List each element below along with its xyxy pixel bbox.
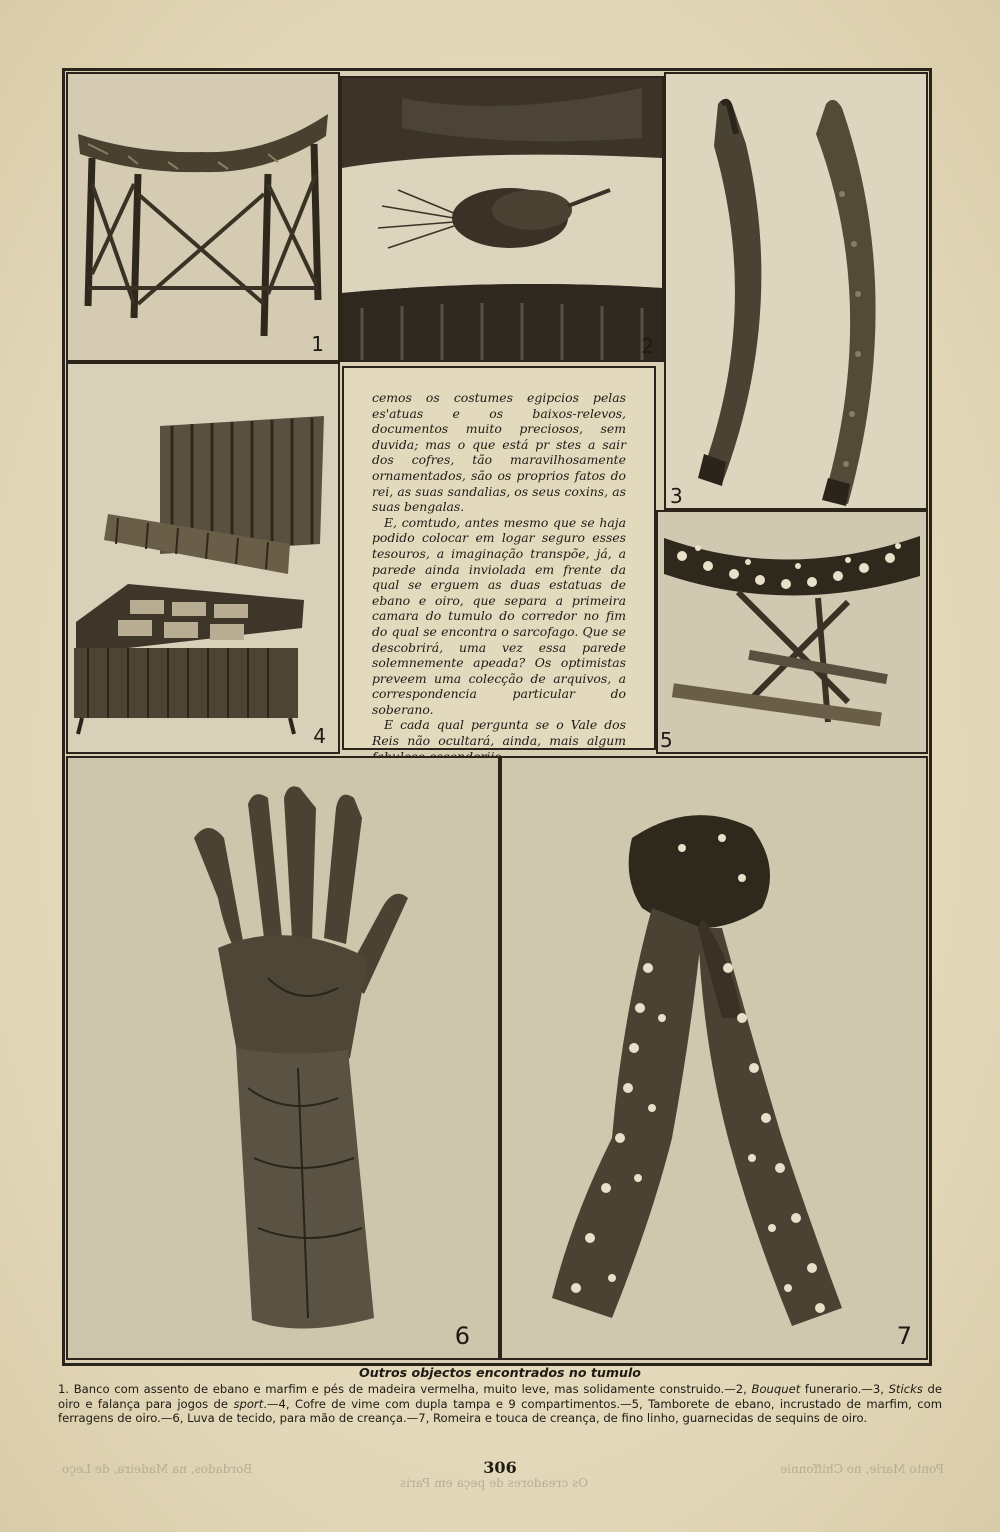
figure-7-romeira [500, 756, 928, 1360]
romeira-illustration [502, 758, 926, 1358]
figure-5-number: 5 [660, 728, 673, 752]
figure-7-number: 7 [896, 1322, 912, 1350]
stool-illustration [68, 74, 338, 360]
glove-illustration [68, 758, 498, 1358]
caption-emphasis-sticks: Sticks [888, 1381, 923, 1396]
caption-text-3: de oiro e falança para jogos de [58, 1381, 942, 1411]
figure-4-number: 4 [313, 724, 326, 748]
bouquet-illustration [342, 78, 662, 360]
caption-emphasis-bouquet: Bouquet [751, 1381, 801, 1396]
figure-6-glove [66, 756, 500, 1360]
figure-3-sticks [664, 72, 928, 510]
caption-text-1: 1. Banco com assento de ebano e marfim e pés de madeira vermelha, muito leve, mas solidamente construido.—2, [58, 1381, 752, 1396]
caption-body [58, 1382, 942, 1426]
caption-text-4: .—4, Cofre de vime com dupla tampa e 9 compartimentos.—5, Tamborete de ebano, incrustado de marfim, com ferragens de oiro.—6, Luva de tecido, para mão de creança.—7, Romeira e touca de creança, de fino linho, guarnecidas de sequins de oiro. [58, 1396, 942, 1426]
figure-2-bouquet [340, 76, 664, 362]
article-paragraph-1: cemos os costumes egipcios pelas es'atuas e os baixos-relevos, documentos muito preciosos, sem duvida; mas o que está pr stes a sair dos cofres, tão maravilhosamente ornamentados, são os proprios fatos do rei, as suas sandalias, os seus coxins, as suas bengalas. [372, 390, 626, 515]
photo-caption [58, 1366, 942, 1426]
bleed-through-right: Ponto Marie, no Chiffonnie [780, 1462, 944, 1476]
figure-1-number: 1 [311, 332, 324, 356]
folding-stool-illustration [658, 512, 926, 752]
figure-3-number: 3 [670, 484, 683, 508]
bleed-through-center: Os creadores de peça em Paris [400, 1476, 589, 1490]
article-text-box [342, 366, 656, 750]
figure-2-number: 2 [641, 334, 654, 358]
figure-1-stool [66, 72, 340, 362]
article-paragraph-3: E cada qual pergunta se o Vale dos Reis não ocultará, ainda, mais algum [372, 717, 626, 749]
page-number: 306 [483, 1458, 517, 1477]
bleed-through-left: Bordados, na Madeira, de Leço [62, 1462, 253, 1476]
caption-title: Outros objectos encontrados no tumulo [359, 1365, 641, 1380]
figure-4-coffer [66, 362, 340, 754]
sticks-illustration [666, 74, 926, 508]
coffer-illustration [68, 364, 338, 752]
caption-emphasis-sport: sport [233, 1396, 264, 1411]
article-paragraph-2: E, comtudo, antes mesmo que se haja podido colocar em logar seguro esses tesouros, a imaginação transpõe, já, a parede ainda inviolada em frente da qual se erguem as duas estatuas de ebano e oiro, que separa a primeira camara do tumulo do corredor no fim do qual se encontra o sarcofago. Que se descobrirá, uma vez essa parede solemnemente apeada? Os optimistas preveem uma colecção de arquivos, a correspondencia particular do soberano. [372, 514, 626, 717]
figure-5-folding-stool [656, 510, 928, 754]
caption-text-2: funerario.—3, [800, 1381, 889, 1396]
figure-6-number: 6 [454, 1322, 470, 1350]
